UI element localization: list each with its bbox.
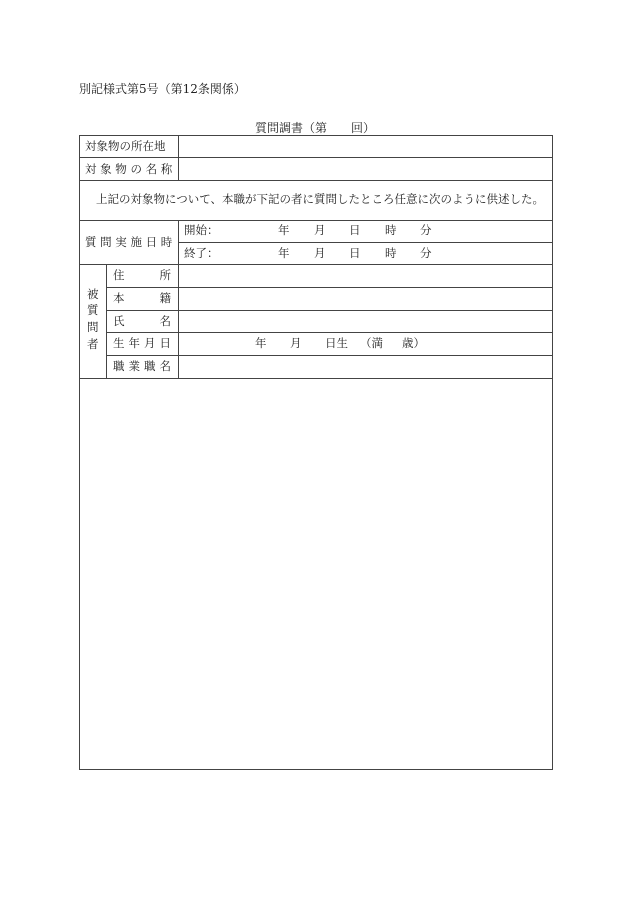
start-day-unit: 日 [349, 223, 361, 237]
birthdate-label: 生 年 月 日 [113, 336, 171, 350]
col-divider [106, 264, 107, 378]
row-divider [106, 287, 552, 288]
birth-month-unit: 月 [290, 336, 302, 350]
start-month-unit: 月 [314, 223, 326, 237]
col-divider [178, 136, 179, 180]
row-divider [80, 378, 552, 379]
end-hour-unit: 時 [385, 246, 397, 260]
birth-year-unit: 年 [255, 336, 267, 350]
document-title: 質問調書（第 回） [254, 121, 375, 135]
address-label: 住 所 [113, 268, 171, 282]
row-divider [80, 180, 552, 181]
end-month-unit: 月 [314, 246, 326, 260]
row-divider [80, 264, 552, 265]
name-label: 氏 名 [113, 314, 171, 328]
respondent-char: 質 [87, 303, 99, 317]
location-label: 対象物の所在地 [85, 139, 166, 153]
age-close: 歳） [402, 336, 425, 350]
row-divider [80, 220, 552, 221]
object-name-label: 対 象 物 の 名 称 [85, 162, 173, 176]
birth-day-unit: 日生 [325, 336, 348, 350]
end-label: 終了： [184, 246, 219, 260]
row-divider [178, 242, 552, 243]
end-year-unit: 年 [278, 246, 290, 260]
respondent-char: 被 [87, 287, 99, 301]
end-day-unit: 日 [349, 246, 361, 260]
start-label: 開始： [184, 223, 219, 237]
row-divider [106, 355, 552, 356]
age-open: （満 [360, 336, 383, 350]
start-minute-unit: 分 [420, 223, 432, 237]
row-divider [80, 157, 552, 158]
end-minute-unit: 分 [420, 246, 432, 260]
form-number-label: 別記様式第5号（第12条関係） [79, 82, 246, 96]
datetime-label: 質 問 実 施 日 時 [85, 235, 173, 249]
row-divider [106, 332, 552, 333]
form-table [79, 135, 553, 770]
start-hour-unit: 時 [385, 223, 397, 237]
col-divider [178, 220, 179, 378]
occupation-label: 職 業 職 名 [113, 359, 171, 373]
respondent-char: 者 [87, 337, 99, 351]
respondent-char: 問 [87, 320, 99, 334]
start-year-unit: 年 [278, 223, 290, 237]
row-divider [106, 310, 552, 311]
statement-text: 上記の対象物について、本職が下記の者に質問したところ任意に次のように供述した。 [96, 192, 545, 206]
registry-label: 本 籍 [113, 291, 171, 305]
